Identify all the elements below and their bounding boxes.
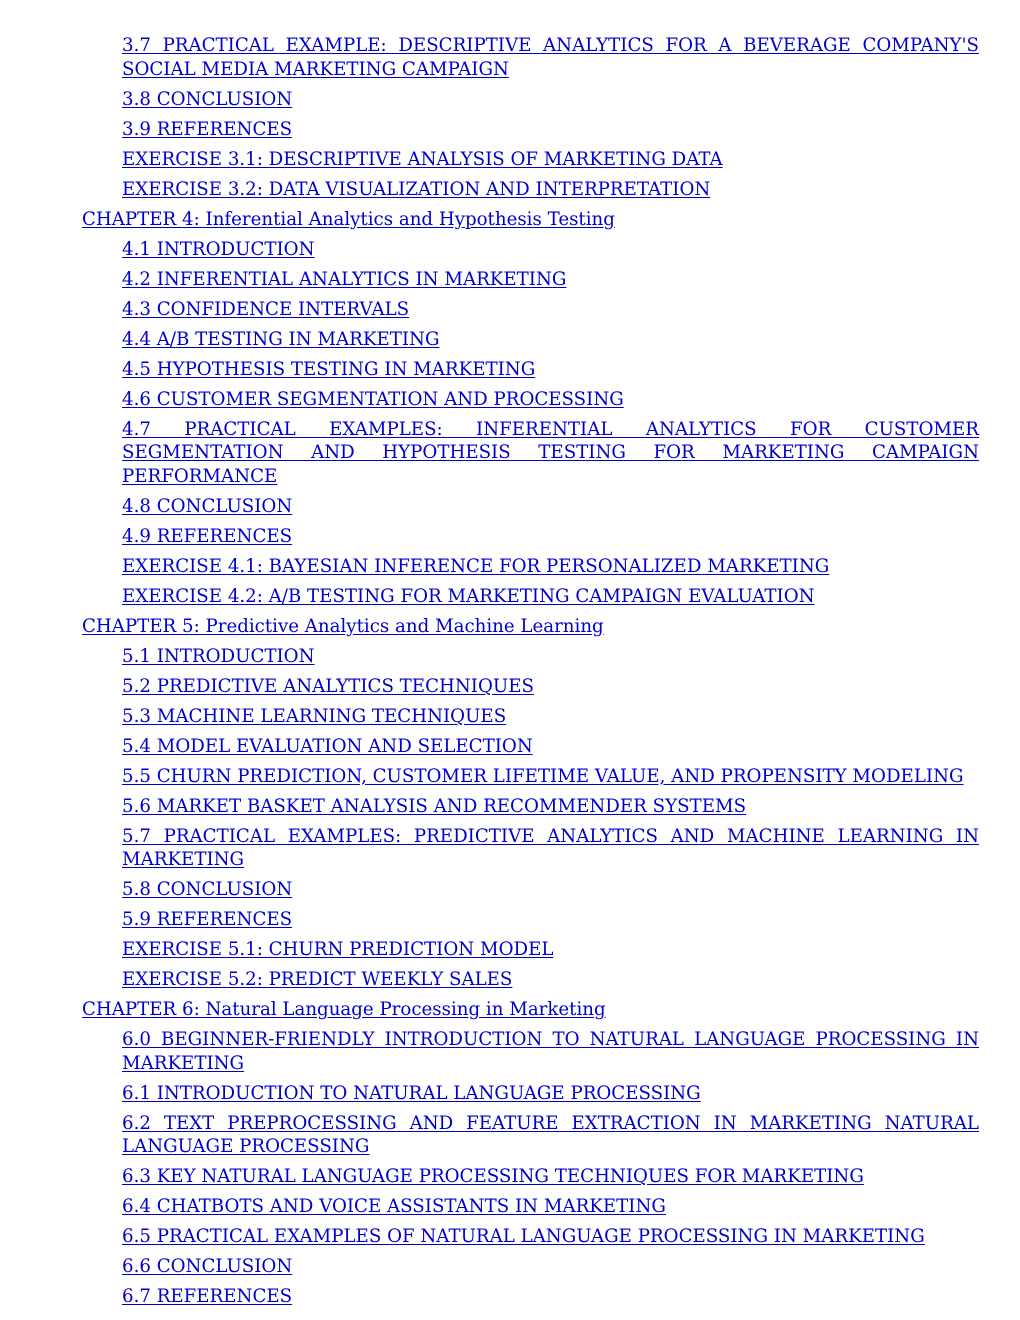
toc-section-link[interactable]: 4.1 INTRODUCTION	[122, 238, 315, 260]
toc-section-link[interactable]: 5.3 MACHINE LEARNING TECHNIQUES	[122, 705, 507, 727]
toc-section-link[interactable]: 5.6 MARKET BASKET ANALYSIS AND RECOMMENDER SYSTEMS	[122, 795, 747, 817]
toc-section-link[interactable]: 5.2 PREDICTIVE ANALYTICS TECHNIQUES	[122, 675, 534, 697]
toc-section-link[interactable]: 5.1 INTRODUCTION	[122, 645, 315, 667]
toc-section-link[interactable]: 5.4 MODEL EVALUATION AND SELECTION	[122, 735, 533, 757]
toc-section-link[interactable]: 4.4 A/B TESTING IN MARKETING	[122, 328, 440, 350]
toc-chapter-link[interactable]: CHAPTER 6: Natural Language Processing in Marketing	[82, 999, 606, 1020]
toc-section-link[interactable]: 4.7 PRACTICAL EXAMPLES: INFERENTIAL ANALYTICS FOR CUSTOMER SEGMENTATION AND HYPOTHESIS TESTING FOR MARKETING CAMPAIGN PERFORMANCE	[122, 418, 979, 487]
toc-section-link[interactable]: EXERCISE 5.2: PREDICT WEEKLY SALES	[122, 969, 513, 990]
toc-section-link[interactable]: 5.8 CONCLUSION	[122, 879, 293, 900]
toc-section-link[interactable]: 6.0 BEGINNER-FRIENDLY INTRODUCTION TO NATURAL LANGUAGE PROCESSING IN MARKETING	[122, 1029, 979, 1074]
toc-section-link[interactable]: 4.9 REFERENCES	[122, 525, 293, 547]
toc-section-link[interactable]: 4.2 INFERENTIAL ANALYTICS IN MARKETING	[122, 268, 567, 290]
toc-section-link[interactable]: 4.8 CONCLUSION	[122, 495, 293, 517]
toc-section-link[interactable]: 6.7 REFERENCES	[122, 1286, 293, 1307]
toc-section-link[interactable]: 5.9 REFERENCES	[122, 909, 293, 930]
toc-section-link[interactable]: EXERCISE 5.1: CHURN PREDICTION MODEL	[122, 939, 554, 960]
toc-section-link[interactable]: 6.4 CHATBOTS AND VOICE ASSISTANTS IN MARKETING	[122, 1196, 666, 1217]
toc-section-link[interactable]: 4.5 HYPOTHESIS TESTING IN MARKETING	[122, 358, 536, 380]
toc-section-link[interactable]: EXERCISE 4.2: A/B TESTING FOR MARKETING CAMPAIGN EVALUATION	[122, 585, 815, 607]
toc-section-link[interactable]: 6.2 TEXT PREPROCESSING AND FEATURE EXTRACTION IN MARKETING NATURAL LANGUAGE PROCESSING	[122, 1112, 979, 1157]
toc-section-link[interactable]: 5.5 CHURN PREDICTION, CUSTOMER LIFETIME VALUE, AND PROPENSITY MODELING	[122, 765, 964, 787]
toc-section-link[interactable]: 3.8 CONCLUSION	[122, 88, 293, 110]
toc-chapter-link[interactable]: CHAPTER 4: Inferential Analytics and Hypothesis Testing	[82, 208, 615, 230]
toc-section-link[interactable]: 6.1 INTRODUCTION TO NATURAL LANGUAGE PROCESSING	[122, 1082, 701, 1104]
toc-section-link[interactable]: EXERCISE 4.1: BAYESIAN INFERENCE FOR PERSONALIZED MARKETING	[122, 555, 830, 577]
toc-chapter-link[interactable]: CHAPTER 5: Predictive Analytics and Machine Learning	[82, 615, 604, 637]
toc-section-link[interactable]: 6.6 CONCLUSION	[122, 1256, 293, 1277]
toc-section-link[interactable]: EXERCISE 3.2: DATA VISUALIZATION AND INTERPRETATION	[122, 178, 711, 200]
toc-section-link[interactable]: 6.5 PRACTICAL EXAMPLES OF NATURAL LANGUAGE PROCESSING IN MARKETING	[122, 1226, 925, 1247]
toc-section-link[interactable]: 5.7 PRACTICAL EXAMPLES: PREDICTIVE ANALYTICS AND MACHINE LEARNING IN MARKETING	[122, 825, 979, 870]
toc-section-link[interactable]: EXERCISE 3.1: DESCRIPTIVE ANALYSIS OF MARKETING DATA	[122, 148, 723, 170]
toc-section-link[interactable]: 4.3 CONFIDENCE INTERVALS	[122, 298, 410, 320]
toc-section-link[interactable]: 3.7 PRACTICAL EXAMPLE: DESCRIPTIVE ANALYTICS FOR A BEVERAGE COMPANY'S SOCIAL MEDIA MARKETING CAMPAIGN	[122, 35, 979, 80]
toc-section-link[interactable]: 6.3 KEY NATURAL LANGUAGE PROCESSING TECHNIQUES FOR MARKETING	[122, 1166, 864, 1187]
table-of-contents	[0, 34, 1020, 1315]
toc-section-link[interactable]: 3.9 REFERENCES	[122, 118, 293, 140]
toc-section-link[interactable]: 4.6 CUSTOMER SEGMENTATION AND PROCESSING	[122, 388, 624, 410]
